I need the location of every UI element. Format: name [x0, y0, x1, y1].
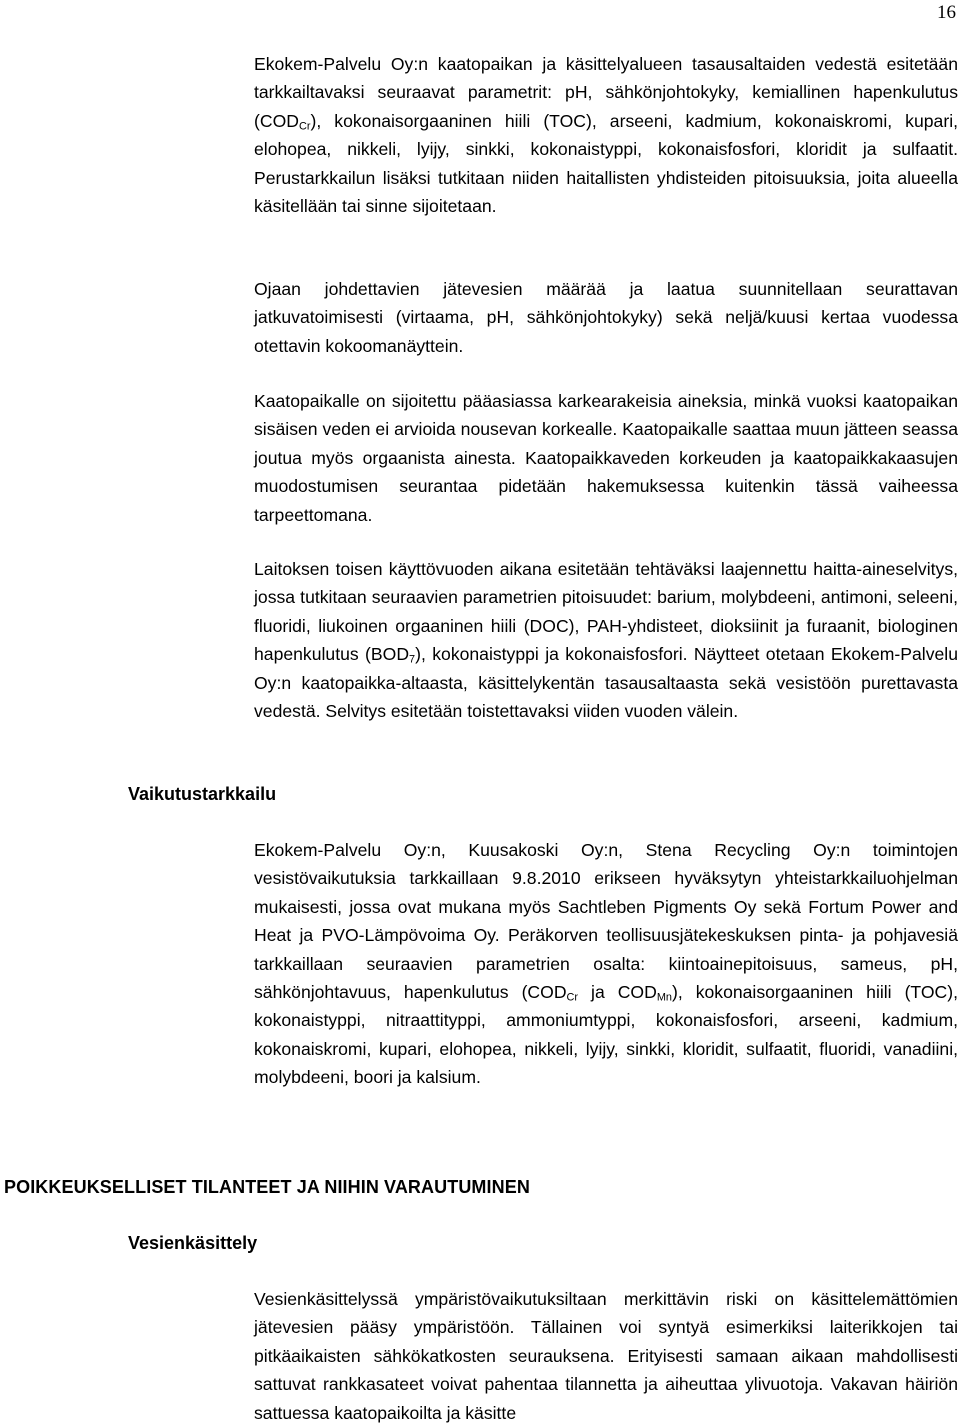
- paragraph-monitoring-parameters: [254, 50, 958, 220]
- section-heading: POIKKEUKSELLISET TILANTEET JA NIIHIN VARAUTUMINEN: [4, 1177, 530, 1197]
- page-number: 16: [937, 2, 956, 23]
- paragraph-impact-monitoring: [254, 836, 958, 1092]
- text: Laitoksen toisen käyttövuoden aikana esitetään tehtäväksi laajennettu haitta-aineselvitys, jossa tutkitaan seuraavien parametrien pitoisuudet: barium, molybdeeni, antimoni, seleeni, fluoridi, liukoinen orgaaninen hiili (DOC), PAH-yhdisteet, dioksiinit ja furaanit, biologinen hapenkulutus (BOD: [254, 559, 958, 665]
- paragraph-extended-survey: [254, 555, 958, 725]
- text: ja COD: [578, 982, 657, 1003]
- paragraph-landfill-water: Kaatopaikalle on sijoitettu pääasiassa karkearakeisia aineksia, minkä vuoksi kaatopaikan sisäisen veden ei arvioida nousevan korkealle. Kaatopaikalle saattaa muun jätteen seassa joutua myös orgaanista ainesta. Kaatopaikkaveden korkeuden ja kaatopaikkakaasujen muodostumisen seurantaa pidetään hakemuksessa kuitenkin tässä vaiheessa tarpeettomana.: [254, 391, 958, 525]
- paragraph-ditch-wastewater: Ojaan johdettavien jätevesien määrää ja laatua suunnitellaan seurattavan jatkuvatoimisesti (virtaama, pH, sähkönjohtokyky) sekä neljä/kuusi kertaa vuodessa otettavin kokoomanäyttein.: [254, 279, 958, 356]
- heading-vesienkasittely: Vesienkäsittely: [128, 1233, 258, 1253]
- heading-vaikutustarkkailu: Vaikutustarkkailu: [128, 784, 277, 804]
- text: Ekokem-Palvelu Oy:n kaatopaikan ja käsittelyalueen tasausaltaiden vedestä esitetään tarkkailtavaksi seuraavat parametrit: pH, sähkönjohtokyky, kemiallinen hapenkulutus (COD: [254, 54, 958, 131]
- text: ), kokonaistyppi ja kokonaisfosfori. Näytteet otetaan Ekokem-Palvelu Oy:n kaatopaikka-altaasta, käsittelykentän tasausaltaasta sekä vesistöön purettavasta vedestä. Selvitys esitetään toistettavaksi viiden vuoden välein.: [254, 644, 958, 722]
- subscript: 7: [409, 653, 416, 666]
- paragraph-water-treatment-risk: Vesienkäsittelyssä ympäristövaikutuksiltaan merkittävin riski on käsittelemättömien jätevesien pääsy ympäristöön. Tällainen voi syntyä esimerkiksi laiterikkojen tai pitkäaikaisten sähkökatkosten seurauksena. Erityisesti samaan aikaan mahdollisesti sattuvat rankkasateet voivat pahentaa tilannetta ja aiheuttaa ylivuotoja. Vakavan häiriön sattuessa kaatopaikoilta ja käsitte: [254, 1289, 958, 1423]
- subscript: Mn: [656, 991, 672, 1004]
- text: ), kokonaisorgaaninen hiili (TOC), kokonaistyppi, nitraattityppi, ammoniumtyppi, kokonaisfosfori, arseeni, kadmium, kokonaiskromi, kupari, elohopea, nikkeli, lyijy, sinkki, kloridit, sulfaatit, fluoridi, vanadiini, molybdeeni, boori ja kalsium.: [254, 982, 958, 1088]
- text: Ekokem-Palvelu Oy:n, Kuusakoski Oy:n, Stena Recycling Oy:n toimintojen vesistövaikutuksia tarkkaillaan 9.8.2010 erikseen hyväksytyn yhteistarkkailuohjelman mukaisesti, jossa ovat mukana myös Sachtleben Pigments Oy sekä Fortum Power and Heat ja PVO-Lämpövoima Oy. Peräkorven teollisuusjätekeskuksen pinta- ja pohjavesiä tarkkaillaan seuraavien parametrien osalta: kiintoainepitoisuus, sameus, pH, sähkönjohtavuus, hapenkulutus (COD: [254, 840, 958, 1003]
- subscript: Cr: [298, 120, 311, 133]
- text: ), kokonaisorgaaninen hiili (TOC), arseeni, kadmium, kokonaiskromi, kupari, elohopea, nikkeli, lyijy, sinkki, kokonaistyppi, kokonaisfosfori, kloridit ja sulfaatit. Perustarkkailun lisäksi tutkitaan niiden haitallisten yhdisteiden pitoisuuksia, joita alueella käsitellään tai sinne sijoitetaan.: [254, 110, 958, 217]
- subscript: Cr: [566, 991, 579, 1004]
